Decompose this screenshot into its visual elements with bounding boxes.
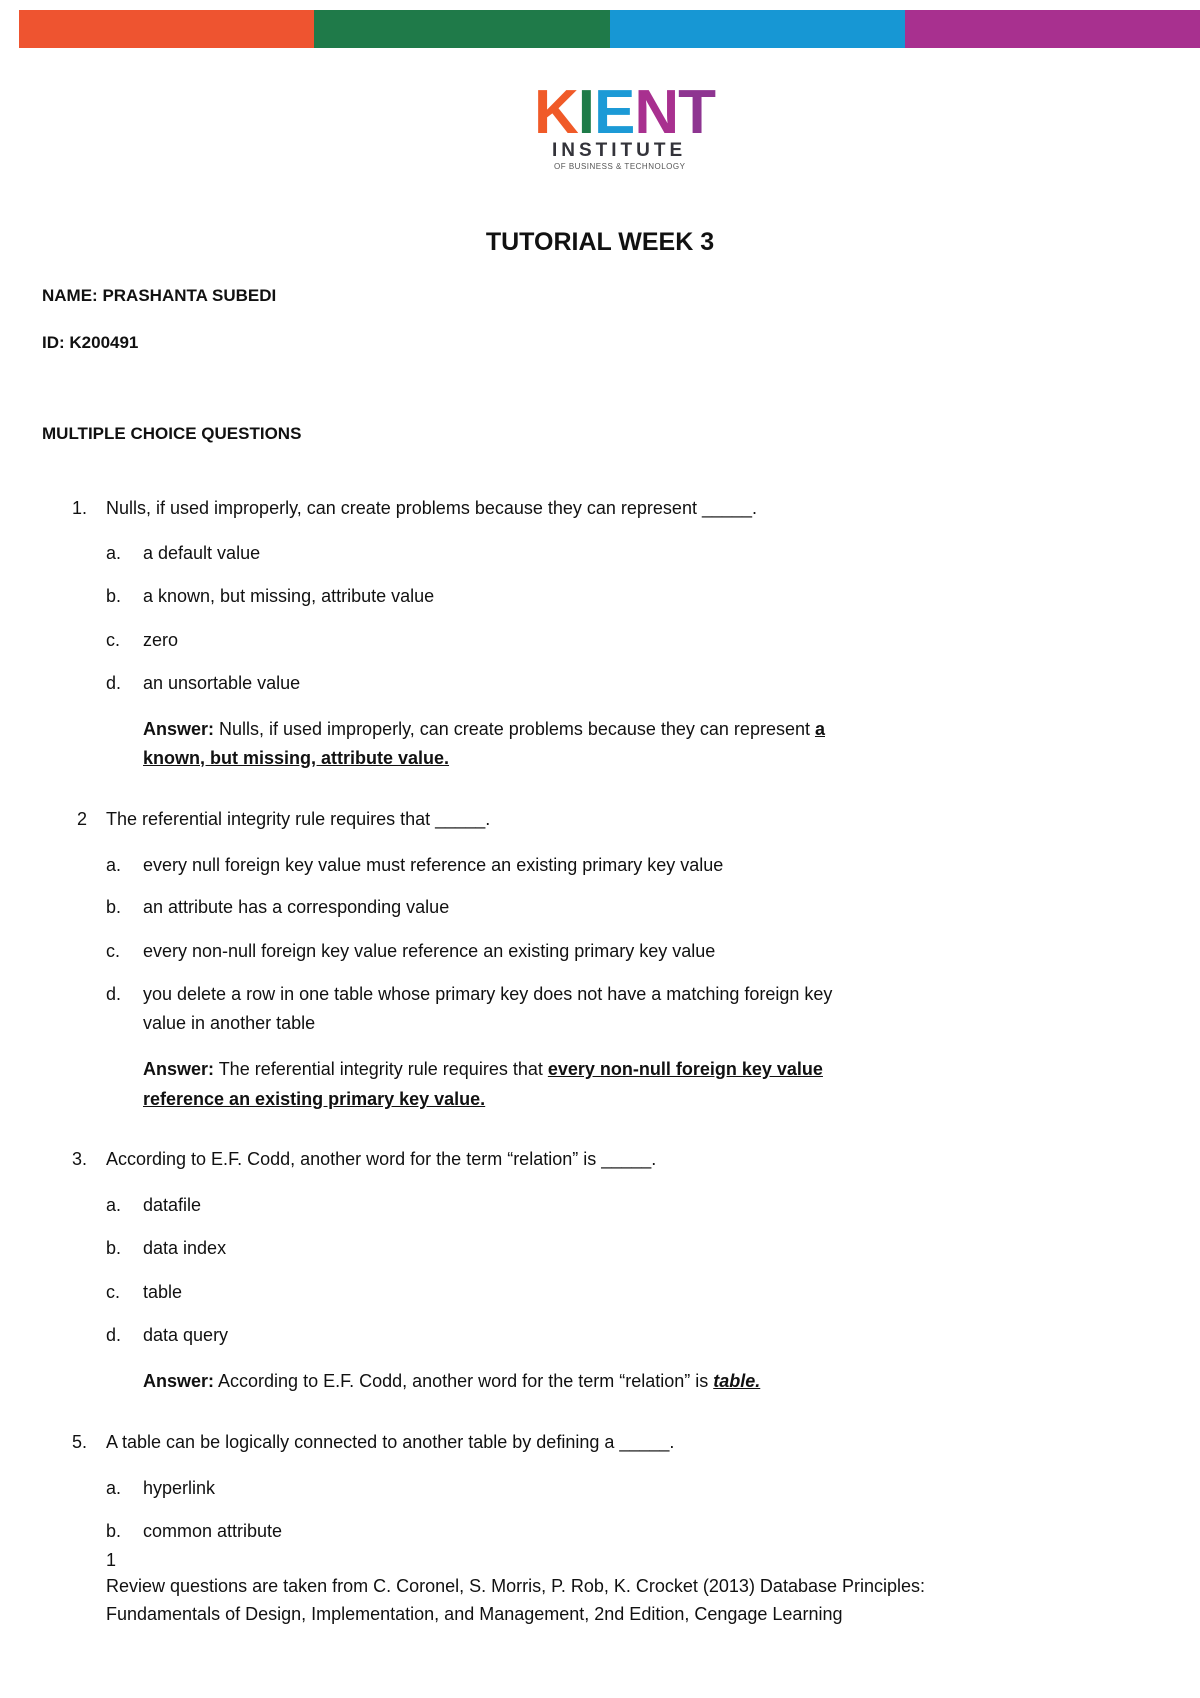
answer-line — [143, 1059, 823, 1080]
color-bar-orange — [19, 10, 314, 48]
option-text: data query — [143, 1325, 229, 1345]
option-text: data index — [143, 1238, 227, 1258]
answer-highlight: a — [814, 719, 825, 739]
color-bar-green — [314, 10, 609, 48]
logo-wordmark: KIENT — [534, 78, 716, 147]
footer-reference-line-2: Fundamentals of Design, Implementation, and Management, 2nd Edition, Cengage Learning — [106, 1604, 843, 1624]
option-letter: a. — [106, 543, 122, 563]
option-letter: b. — [106, 586, 122, 606]
question-text: Nulls, if used improperly, can create problems because they can represent _____. — [106, 498, 758, 518]
question-number: 5. — [71, 1432, 87, 1452]
option-letter: c. — [106, 630, 121, 650]
logo-tagline: OF BUSINESS & TECHNOLOGY — [554, 162, 686, 171]
answer-text: Nulls, if used improperly, can create problems because they can represent — [214, 719, 815, 739]
color-bar-purple — [905, 10, 1200, 48]
option-text: datafile — [143, 1195, 202, 1215]
option-text: zero — [143, 630, 179, 650]
question-number: 2 — [76, 809, 87, 829]
answer-label: Answer: — [143, 719, 215, 739]
question-text: A table can be logically connected to another table by defining a _____. — [106, 1432, 675, 1452]
color-bar-blue — [610, 10, 905, 48]
option-text: every null foreign key value must reference an existing primary key value — [143, 855, 724, 875]
option-text: an unsortable value — [143, 673, 301, 693]
question-text: The referential integrity rule requires that _____. — [106, 809, 491, 829]
answer-line — [143, 1371, 760, 1392]
option-letter: b. — [106, 897, 122, 917]
answer-text: According to E.F. Codd, another word for the term “relation” is — [214, 1371, 714, 1391]
section-heading: MULTIPLE CHOICE QUESTIONS — [42, 424, 302, 443]
footer-reference-line-1: Review questions are taken from C. Coronel, S. Morris, P. Rob, K. Crocket (2013) Database Principles: — [106, 1576, 926, 1596]
option-text: a known, but missing, attribute value — [143, 586, 435, 606]
option-letter: d. — [106, 984, 122, 1004]
page-number: 1 — [106, 1550, 117, 1570]
option-letter: b. — [106, 1238, 122, 1258]
option-letter: a. — [106, 1195, 122, 1215]
question-number: 1. — [71, 498, 87, 518]
header-color-bar — [19, 10, 1200, 48]
answer-text: The referential integrity rule requires that — [214, 1059, 548, 1079]
option-letter: a. — [106, 1478, 122, 1498]
answer-highlight: reference an existing primary key value. — [143, 1089, 486, 1109]
kent-institute-logo — [534, 78, 754, 171]
answer-label: Answer: — [143, 1371, 215, 1391]
option-text: an attribute has a corresponding value — [143, 897, 450, 917]
logo-subtitle: INSTITUTE — [552, 140, 687, 161]
answer-highlight: known, but missing, attribute value. — [143, 748, 450, 768]
option-letter: b. — [106, 1521, 122, 1541]
option-letter: a. — [106, 855, 122, 875]
document-title: TUTORIAL WEEK 3 — [485, 228, 715, 256]
option-letter: c. — [106, 1282, 121, 1302]
option-letter: d. — [106, 673, 122, 693]
option-letter: c. — [106, 941, 121, 961]
option-text: common attribute — [143, 1521, 283, 1541]
answer-label: Answer: — [143, 1059, 215, 1079]
answer-highlight: table. — [713, 1371, 761, 1391]
option-text: you delete a row in one table whose primary key does not have a matching foreign key — [143, 984, 833, 1004]
option-text: hyperlink — [143, 1478, 216, 1498]
option-text: a default value — [143, 543, 261, 563]
question-number: 3. — [71, 1149, 87, 1169]
student-id: ID: K200491 — [42, 333, 139, 352]
option-text-continued: value in another table — [143, 1013, 316, 1033]
student-name: NAME: PRASHANTA SUBEDI — [42, 286, 277, 305]
option-text: every non-null foreign key value reference an existing primary key value — [143, 941, 716, 961]
answer-line — [143, 719, 825, 740]
option-letter: d. — [106, 1325, 122, 1345]
answer-highlight: every non-null foreign key value — [547, 1059, 823, 1079]
question-text: According to E.F. Codd, another word for the term “relation” is _____. — [106, 1149, 657, 1169]
option-text: table — [143, 1282, 183, 1302]
